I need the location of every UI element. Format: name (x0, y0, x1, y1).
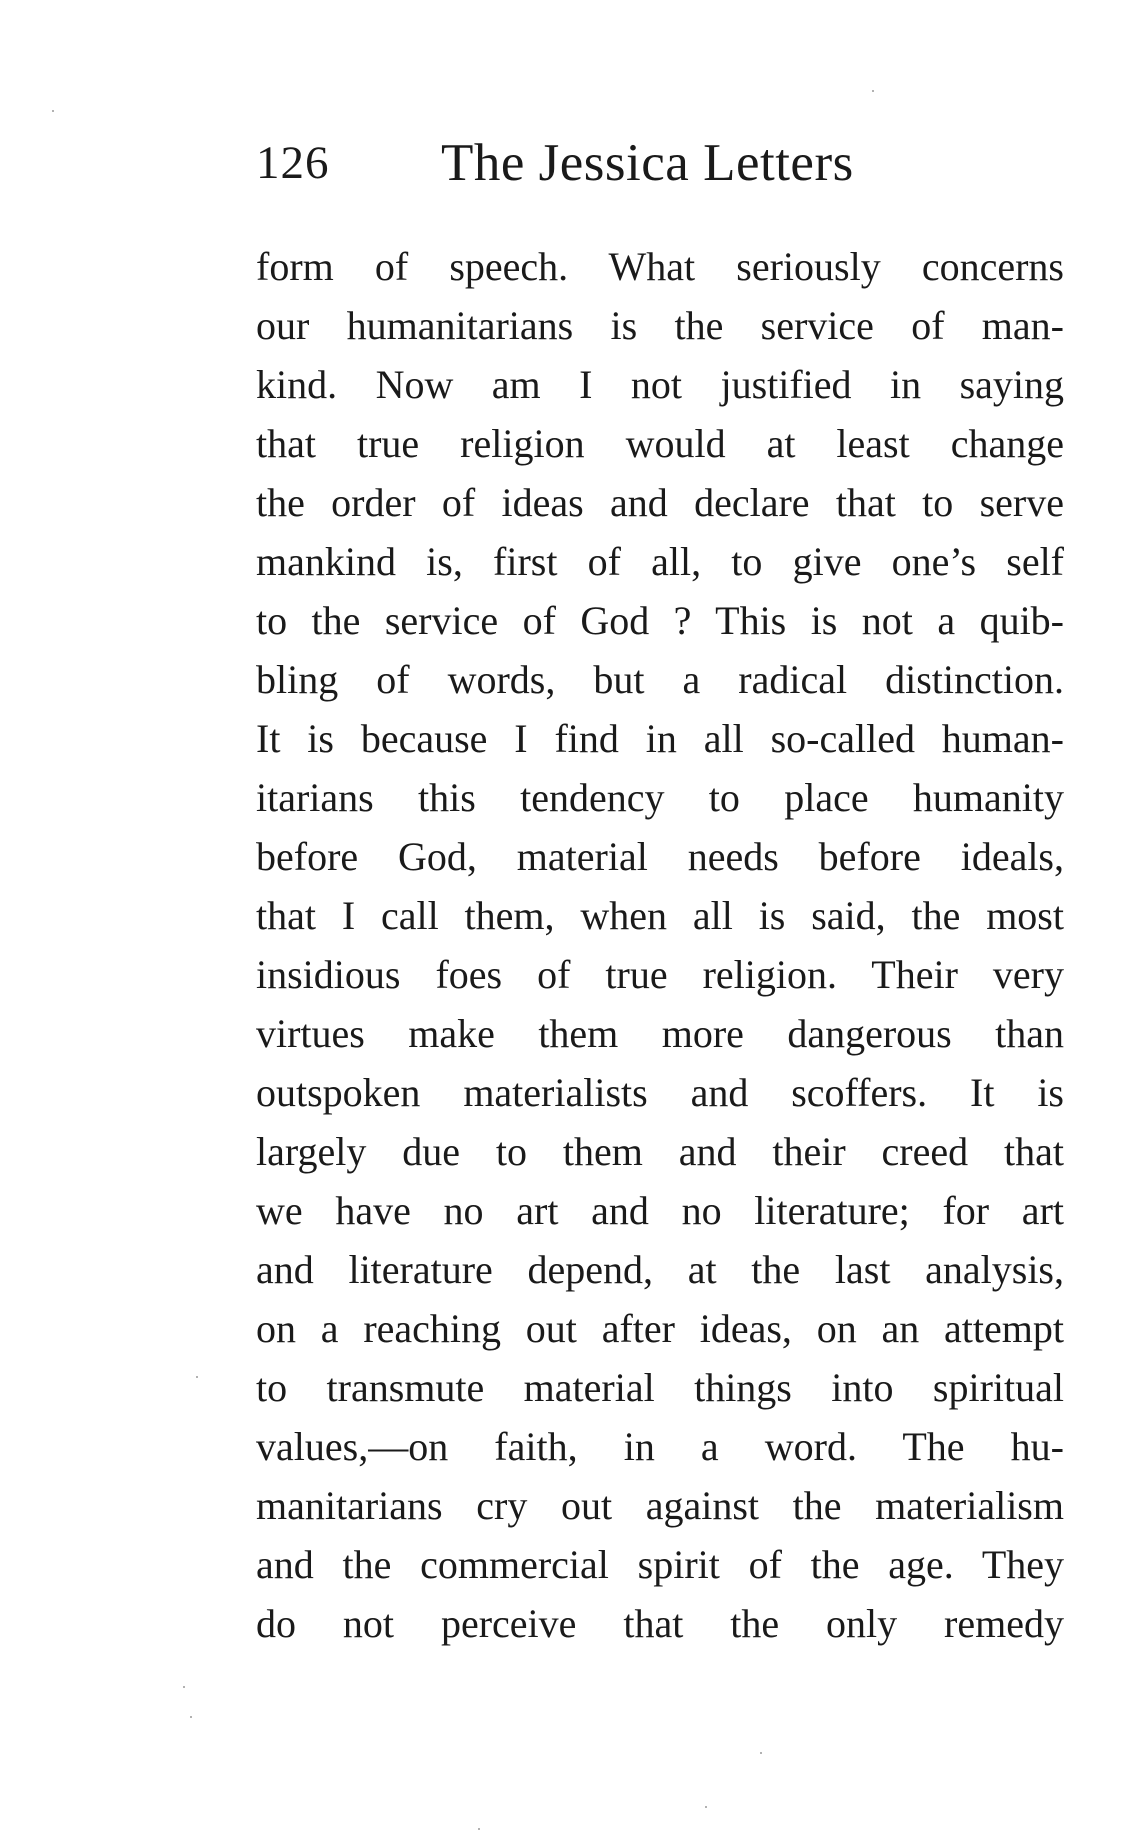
scan-speck (478, 1828, 480, 1830)
scan-speck (183, 1686, 185, 1688)
text-line: to transmute material things into spiritual (256, 1365, 1064, 1410)
text-line: before God, material needs before ideals, (256, 834, 1064, 879)
text-line: do not perceive that the only remedy (256, 1601, 1064, 1646)
text-line: insidious foes of true religion. Their very (256, 952, 1064, 997)
scan-speck (872, 90, 874, 92)
scan-speck (196, 1376, 198, 1378)
text-line: virtues make them more dangerous than (256, 1011, 1064, 1056)
text-line: kind. Now am I not justified in saying (256, 362, 1064, 407)
text-line: and the commercial spirit of the age. They (256, 1542, 1064, 1587)
text-line: we have no art and no literature; for art (256, 1188, 1064, 1233)
text-line: on a reaching out after ideas, on an attempt (256, 1306, 1064, 1351)
running-title: The Jessica Letters (441, 134, 854, 192)
text-line: It is because I find in all so-called human- (256, 716, 1064, 761)
text-line: outspoken materialists and scoffers. It is (256, 1070, 1064, 1115)
page-number: 126 (256, 137, 330, 189)
scan-speck (190, 1716, 192, 1718)
text-line: values,—on faith, in a word. The hu- (256, 1424, 1064, 1469)
text-line: that I call them, when all is said, the most (256, 893, 1064, 938)
text-line: our humanitarians is the service of man- (256, 303, 1064, 348)
text-line: itarians this tendency to place humanity (256, 775, 1064, 820)
running-head (256, 128, 896, 198)
scan-speck (705, 1806, 707, 1808)
text-line: largely due to them and their creed that (256, 1129, 1064, 1174)
text-line: bling of words, but a radical distinction. (256, 657, 1064, 702)
text-line: that true religion would at least change (256, 421, 1064, 466)
text-line: to the service of God ? This is not a quib- (256, 598, 1064, 643)
body-text (256, 237, 1064, 1653)
text-line: and literature depend, at the last analysis, (256, 1247, 1064, 1292)
scan-speck (52, 110, 54, 112)
text-line: the order of ideas and declare that to serve (256, 480, 1064, 525)
text-line: manitarians cry out against the materialism (256, 1483, 1064, 1528)
scan-speck (760, 1752, 762, 1754)
text-line: mankind is, first of all, to give one’s self (256, 539, 1064, 584)
text-line: form of speech. What seriously concerns (256, 244, 1064, 289)
